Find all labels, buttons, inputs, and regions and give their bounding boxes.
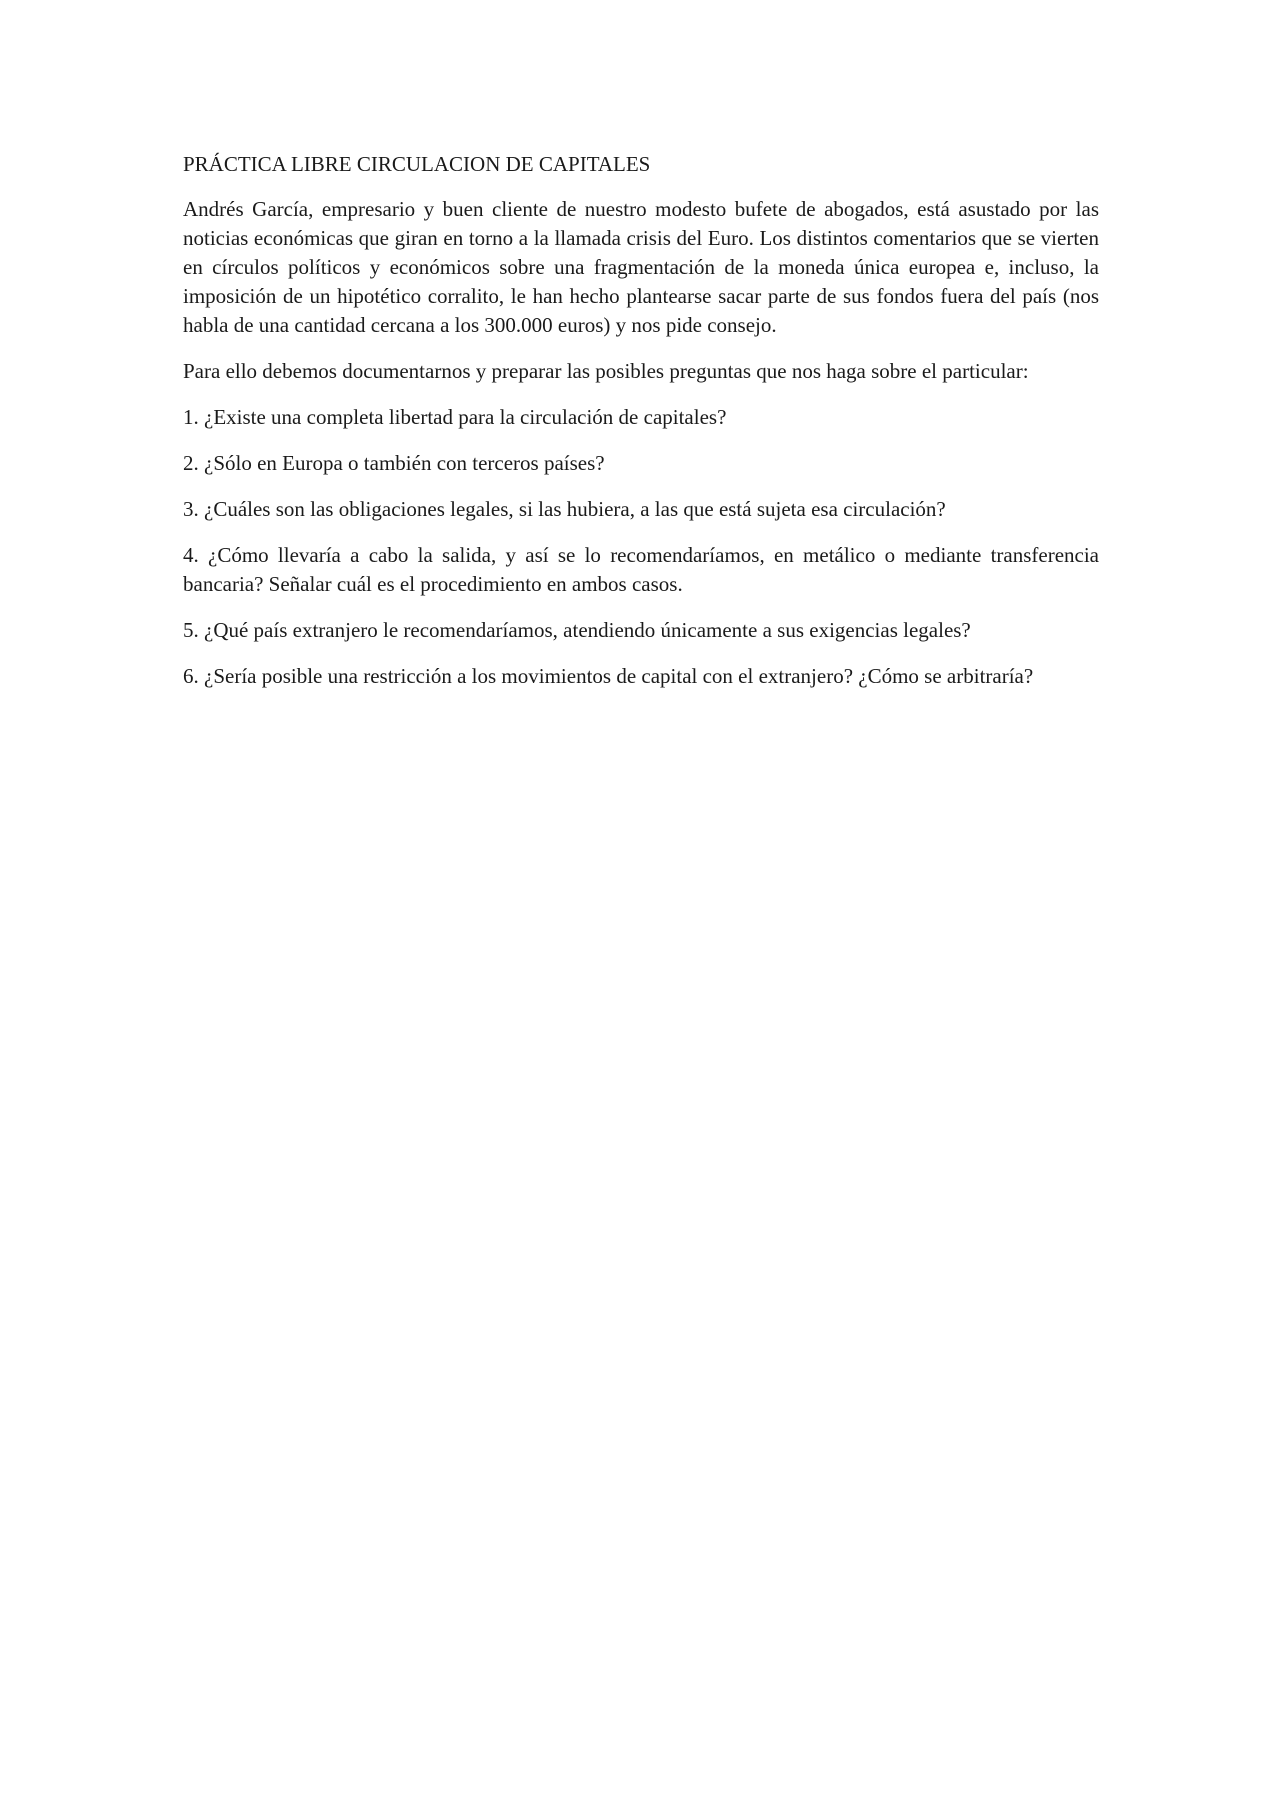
document-title: PRÁCTICA LIBRE CIRCULACION DE CAPITALES	[183, 152, 651, 176]
instruction-paragraph: Para ello debemos documentarnos y preparar las posibles preguntas que nos haga sobre el particular:	[183, 359, 1029, 383]
question-item: 5. ¿Qué país extranjero le recomendaríamos, atendiendo únicamente a sus exigencias legales?	[183, 618, 971, 642]
question-item: 3. ¿Cuáles son las obligaciones legales, si las hubiera, a las que está sujeta esa circulación?	[183, 497, 946, 521]
intro-paragraph: Andrés García, empresario y buen cliente de nuestro modesto bufete de abogados, está asustado por las noticias económicas que giran en torno a la llamada crisis del Euro. Los distintos comentarios que se vierten en círculos políticos y económicos sobre una fragmentación de la moneda única europea e, incluso, la imposición de un hipotético corralito, le han hecho plantearse sacar parte de sus fondos fuera del país (nos habla de una cantidad cercana a los 300.000 euros) y nos pide consejo.	[183, 197, 1099, 337]
question-item: 4. ¿Cómo llevaría a cabo la salida, y así se lo recomendaríamos, en metálico o mediante transferencia bancaria? Señalar cuál es el procedimiento en ambos casos.	[183, 543, 1099, 596]
question-item: 2. ¿Sólo en Europa o también con terceros países?	[183, 451, 605, 475]
question-item: 1. ¿Existe una completa libertad para la circulación de capitales?	[183, 405, 727, 429]
document-page	[183, 150, 1099, 708]
question-item: 6. ¿Sería posible una restricción a los movimientos de capital con el extranjero? ¿Cómo se arbitraría?	[183, 664, 1034, 688]
question-list	[183, 403, 1099, 691]
